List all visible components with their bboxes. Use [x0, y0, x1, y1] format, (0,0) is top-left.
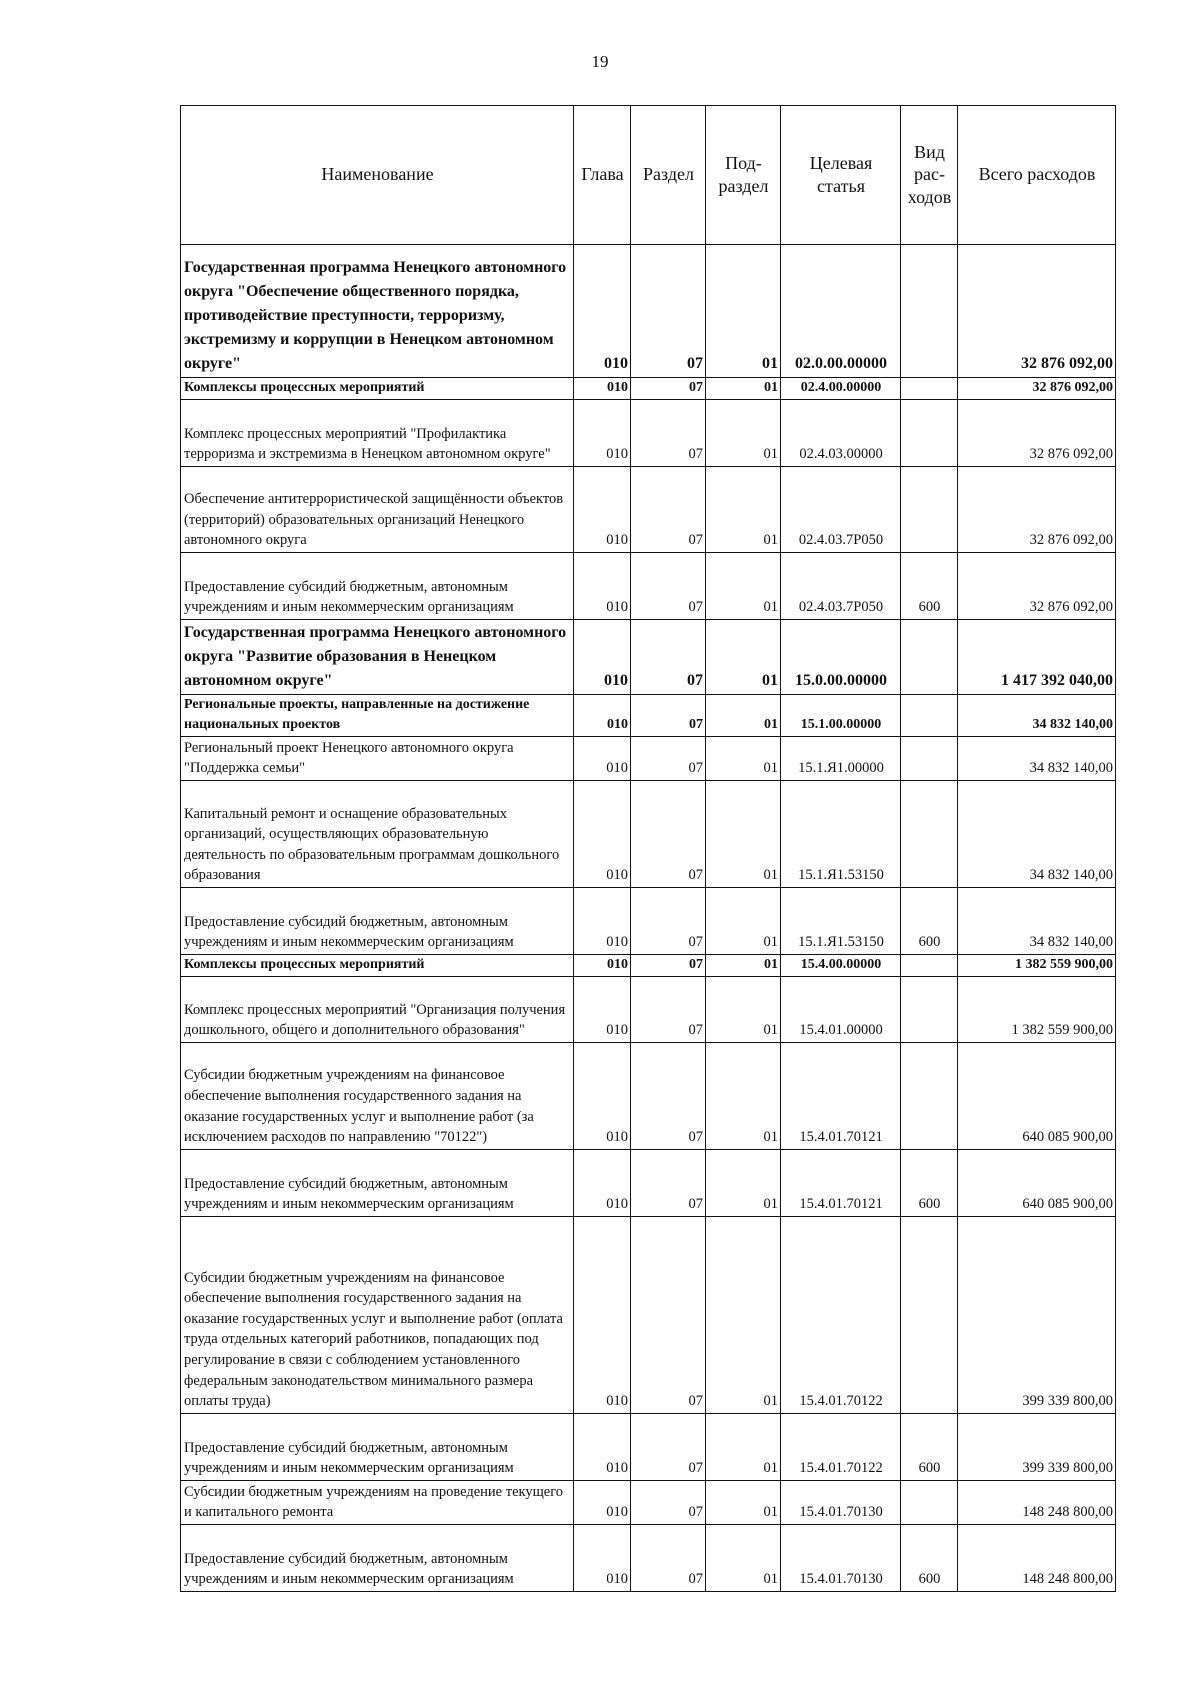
row-podrazdel: 01 [706, 1524, 781, 1591]
row-glava: 010 [574, 466, 631, 552]
row-total: 399 339 800,00 [958, 1216, 1116, 1413]
row-celevaya: 15.0.00.00000 [781, 619, 901, 694]
row-razdel: 07 [631, 378, 706, 400]
row-vid [901, 780, 958, 887]
table-row [181, 466, 1116, 552]
row-glava: 010 [574, 552, 631, 619]
row-name: Капитальный ремонт и оснащение образовательных организаций, осуществляющих образовательную деятельность по образовательным программам дошкольного образования [181, 780, 574, 887]
row-celevaya: 15.4.01.00000 [781, 976, 901, 1042]
row-name: Региональные проекты, направленные на достижение национальных проектов [181, 694, 574, 736]
row-celevaya: 15.4.01.70122 [781, 1413, 901, 1480]
header-vid: Вид рас-ходов [901, 106, 958, 245]
row-vid [901, 1042, 958, 1149]
table-row [181, 245, 1116, 378]
row-name: Региональный проект Ненецкого автономного округа "Поддержка семьи" [181, 736, 574, 780]
row-name: Комплексы процессных мероприятий [181, 378, 574, 400]
row-total: 32 876 092,00 [958, 466, 1116, 552]
header-celevaya: Целевая статья [781, 106, 901, 245]
row-total: 640 085 900,00 [958, 1042, 1116, 1149]
row-glava: 010 [574, 954, 631, 976]
row-vid [901, 399, 958, 466]
row-celevaya: 15.4.01.70121 [781, 1149, 901, 1216]
row-vid [901, 954, 958, 976]
row-razdel: 07 [631, 954, 706, 976]
row-glava: 010 [574, 976, 631, 1042]
row-podrazdel: 01 [706, 1149, 781, 1216]
row-celevaya: 15.1.Я1.53150 [781, 780, 901, 887]
row-glava: 010 [574, 780, 631, 887]
header-total: Всего расходов [958, 106, 1116, 245]
header-razdel: Раздел [631, 106, 706, 245]
row-celevaya: 02.4.03.7Р050 [781, 466, 901, 552]
row-celevaya: 02.4.03.7Р050 [781, 552, 901, 619]
row-razdel: 07 [631, 736, 706, 780]
row-total: 1 417 392 040,00 [958, 619, 1116, 694]
row-total: 32 876 092,00 [958, 245, 1116, 378]
row-podrazdel: 01 [706, 399, 781, 466]
row-name: Предоставление субсидий бюджетным, автономным учреждениям и иным некоммерческим организациям [181, 1524, 574, 1591]
row-glava: 010 [574, 378, 631, 400]
row-total: 32 876 092,00 [958, 378, 1116, 400]
row-razdel: 07 [631, 1149, 706, 1216]
budget-table [180, 105, 1116, 1592]
row-vid [901, 378, 958, 400]
row-razdel: 07 [631, 399, 706, 466]
row-vid: 600 [901, 552, 958, 619]
row-glava: 010 [574, 1216, 631, 1413]
row-vid [901, 976, 958, 1042]
row-celevaya: 15.1.Я1.53150 [781, 887, 901, 954]
row-podrazdel: 01 [706, 552, 781, 619]
row-razdel: 07 [631, 1413, 706, 1480]
row-glava: 010 [574, 1042, 631, 1149]
row-vid: 600 [901, 1149, 958, 1216]
row-vid: 600 [901, 887, 958, 954]
header-glava: Глава [574, 106, 631, 245]
row-razdel: 07 [631, 780, 706, 887]
row-podrazdel: 01 [706, 694, 781, 736]
row-celevaya: 15.4.01.70130 [781, 1480, 901, 1524]
row-name: Предоставление субсидий бюджетным, автономным учреждениям и иным некоммерческим организациям [181, 552, 574, 619]
row-razdel: 07 [631, 694, 706, 736]
table-row [181, 1042, 1116, 1149]
row-total: 148 248 800,00 [958, 1524, 1116, 1591]
row-podrazdel: 01 [706, 466, 781, 552]
row-podrazdel: 01 [706, 1413, 781, 1480]
row-total: 34 832 140,00 [958, 780, 1116, 887]
row-celevaya: 15.4.01.70121 [781, 1042, 901, 1149]
table-row [181, 976, 1116, 1042]
row-glava: 010 [574, 619, 631, 694]
row-vid [901, 736, 958, 780]
row-total: 32 876 092,00 [958, 399, 1116, 466]
table-row [181, 1480, 1116, 1524]
row-celevaya: 15.4.01.70122 [781, 1216, 901, 1413]
row-celevaya: 15.1.Я1.00000 [781, 736, 901, 780]
row-total: 399 339 800,00 [958, 1413, 1116, 1480]
table-row [181, 736, 1116, 780]
table-row [181, 1216, 1116, 1413]
table-row [181, 1149, 1116, 1216]
row-podrazdel: 01 [706, 245, 781, 378]
row-name: Обеспечение антитеррористической защищённости объектов (территорий) образовательных организаций Ненецкого автономного округа [181, 466, 574, 552]
row-vid [901, 466, 958, 552]
row-razdel: 07 [631, 887, 706, 954]
row-name: Предоставление субсидий бюджетным, автономным учреждениям и иным некоммерческим организациям [181, 1149, 574, 1216]
row-razdel: 07 [631, 1480, 706, 1524]
table-row [181, 619, 1116, 694]
row-celevaya: 02.4.03.00000 [781, 399, 901, 466]
row-razdel: 07 [631, 619, 706, 694]
row-glava: 010 [574, 245, 631, 378]
row-glava: 010 [574, 694, 631, 736]
row-vid [901, 1216, 958, 1413]
page-number: 19 [591, 52, 609, 71]
row-total: 1 382 559 900,00 [958, 954, 1116, 976]
row-name: Субсидии бюджетным учреждениям на проведение текущего и капитального ремонта [181, 1480, 574, 1524]
row-vid [901, 619, 958, 694]
row-podrazdel: 01 [706, 1480, 781, 1524]
row-name: Предоставление субсидий бюджетным, автономным учреждениям и иным некоммерческим организациям [181, 1413, 574, 1480]
row-razdel: 07 [631, 245, 706, 378]
row-total: 34 832 140,00 [958, 694, 1116, 736]
row-total: 32 876 092,00 [958, 552, 1116, 619]
row-podrazdel: 01 [706, 1216, 781, 1413]
table-row [181, 780, 1116, 887]
row-glava: 010 [574, 399, 631, 466]
row-razdel: 07 [631, 1042, 706, 1149]
row-podrazdel: 01 [706, 619, 781, 694]
header-row [181, 106, 1116, 245]
row-name: Государственная программа Ненецкого автономного округа "Обеспечение общественного порядка, противодействие преступности, терроризму, экстремизму и коррупции в Ненецком автономном округе" [181, 245, 574, 378]
row-glava: 010 [574, 1524, 631, 1591]
row-name: Государственная программа Ненецкого автономного округа "Развитие образования в Ненецком автономном округе" [181, 619, 574, 694]
row-celevaya: 15.4.01.70130 [781, 1524, 901, 1591]
row-podrazdel: 01 [706, 1042, 781, 1149]
table-row [181, 1413, 1116, 1480]
row-razdel: 07 [631, 976, 706, 1042]
row-name: Субсидии бюджетным учреждениям на финансовое обеспечение выполнения государственного задания на оказание государственных услуг и выполнение работ (оплата труда отдельных категорий работников, попадающих под регулирование в связи с соблюдением установленного федеральным законодательством минимального размера оплаты труда) [181, 1216, 574, 1413]
row-celevaya: 02.0.00.00000 [781, 245, 901, 378]
table-row [181, 552, 1116, 619]
row-podrazdel: 01 [706, 780, 781, 887]
row-name: Субсидии бюджетным учреждениям на финансовое обеспечение выполнения государственного задания на оказание государственных услуг и выполнение работ (за исключением расходов по направлению "70122") [181, 1042, 574, 1149]
table-row [181, 1524, 1116, 1591]
row-glava: 010 [574, 1149, 631, 1216]
row-glava: 010 [574, 1480, 631, 1524]
row-podrazdel: 01 [706, 378, 781, 400]
header-name: Наименование [181, 106, 574, 245]
row-razdel: 07 [631, 1216, 706, 1413]
row-total: 34 832 140,00 [958, 736, 1116, 780]
row-podrazdel: 01 [706, 736, 781, 780]
row-vid [901, 245, 958, 378]
row-razdel: 07 [631, 1524, 706, 1591]
row-vid [901, 1480, 958, 1524]
table-row [181, 954, 1116, 976]
header-podrazdel: Под-раздел [706, 106, 781, 245]
row-total: 1 382 559 900,00 [958, 976, 1116, 1042]
row-podrazdel: 01 [706, 954, 781, 976]
row-podrazdel: 01 [706, 887, 781, 954]
row-total: 34 832 140,00 [958, 887, 1116, 954]
row-podrazdel: 01 [706, 976, 781, 1042]
table-row [181, 694, 1116, 736]
row-glava: 010 [574, 736, 631, 780]
table-row [181, 887, 1116, 954]
row-razdel: 07 [631, 466, 706, 552]
row-total: 148 248 800,00 [958, 1480, 1116, 1524]
row-glava: 010 [574, 1413, 631, 1480]
table-row [181, 378, 1116, 400]
row-glava: 010 [574, 887, 631, 954]
table-row [181, 399, 1116, 466]
row-celevaya: 15.4.00.00000 [781, 954, 901, 976]
row-total: 640 085 900,00 [958, 1149, 1116, 1216]
row-name: Комплексы процессных мероприятий [181, 954, 574, 976]
row-celevaya: 02.4.00.00000 [781, 378, 901, 400]
row-vid: 600 [901, 1524, 958, 1591]
row-name: Комплекс процессных мероприятий "Организация получения дошкольного, общего и дополнительного образования" [181, 976, 574, 1042]
row-name: Комплекс процессных мероприятий "Профилактика терроризма и экстремизма в Ненецком автономном округе" [181, 399, 574, 466]
row-name: Предоставление субсидий бюджетным, автономным учреждениям и иным некоммерческим организациям [181, 887, 574, 954]
row-vid: 600 [901, 1413, 958, 1480]
row-vid [901, 694, 958, 736]
row-celevaya: 15.1.00.00000 [781, 694, 901, 736]
row-razdel: 07 [631, 552, 706, 619]
